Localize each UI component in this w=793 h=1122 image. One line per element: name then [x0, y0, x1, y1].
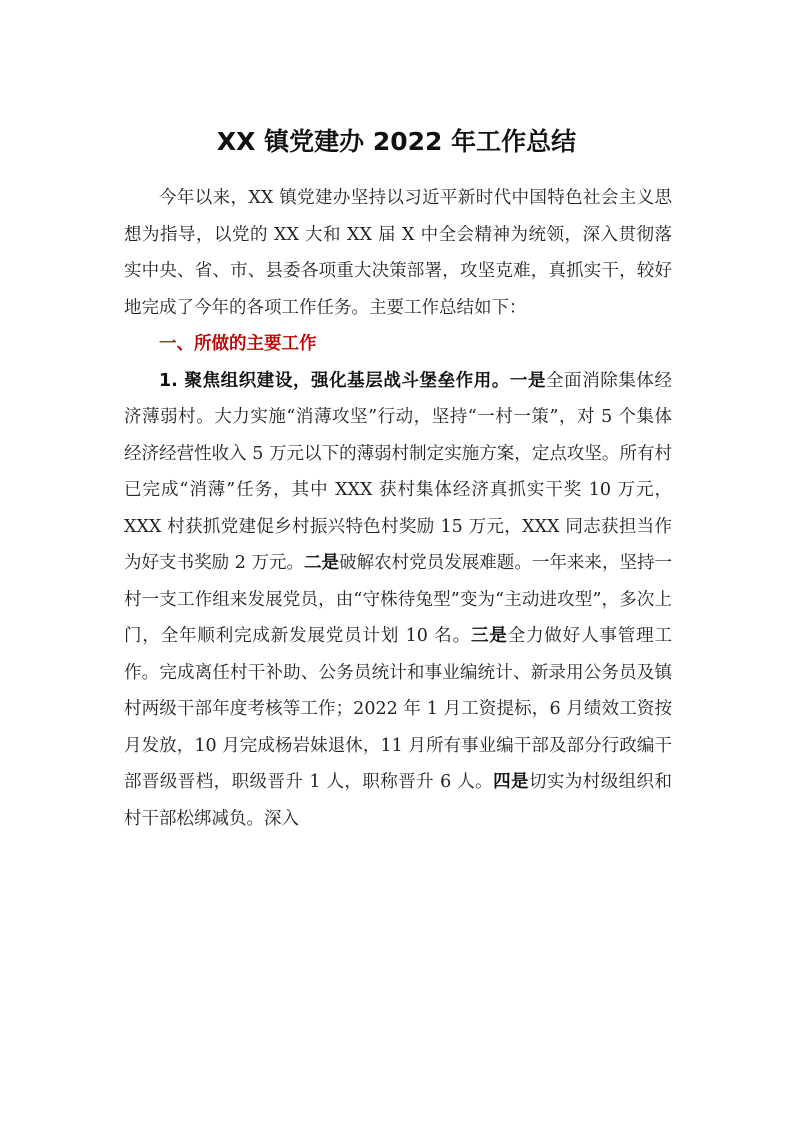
item-1-text-2: 破解农村党员发展难题。一年来来，坚持一村一支工作组来发展党员，由“守株待兔型”变为“主动进攻型”，多次上门，全年顺利完成新发展党员计划 10 名。	[124, 553, 673, 646]
item-1-heading: 1. 聚焦组织建设，强化基层战斗堡垒作用。	[159, 370, 510, 391]
document-title: XX 镇党建办 2022 年工作总结	[216, 127, 577, 156]
intro-paragraph: 今年以来，XX 镇党建办坚持以习近平新时代中国特色社会主义思想为指导，以党的 XX 大和 XX 届 X 中全会精神为统领，深入贯彻落实中央、省、市、县委各项重大决策部署，攻坚克难，真抓实干，较好地完成了今年的各项工作任务。主要工作总结如下：	[124, 188, 672, 318]
marker-1: 一是	[509, 370, 547, 391]
marker-3: 三是	[471, 626, 508, 646]
marker-4: 四是	[493, 772, 529, 792]
item-1-text-1: 全面消除集体经济薄弱村。大力实施“消薄攻坚”行动，坚持“一村一策”，对 5 个集体经济经营性收入 5 万元以下的薄弱村制定实施方案，定点攻坚。所有村已完成“消薄”任务，其中 XXX 获村集体经济真抓实干奖 10 万元，XXX 村获抓党建促乡村振兴特色村奖励 15 万元，XXX 同志获担当作为好支书奖励 2 万元。	[124, 370, 673, 573]
section-heading: 一、所做的主要工作	[159, 334, 317, 354]
item-1-paragraph	[124, 363, 672, 838]
item-1-text-4: 切实为村级组织和村干部松绑减负。深入	[124, 772, 672, 829]
marker-2: 二是	[304, 553, 340, 573]
item-1-text-3: 全力做好人事管理工作。完成离任村干补助、公务员统计和事业编统计、新录用公务员及镇村两级干部年度考核等工作；2022 年 1 月工资提标，6 月绩效工资按月发放，10 月完成杨岩妹退休，11 月所有事业编干部及部分行政编干部晋级晋档，职级晋升 1 人，职称晋升 6 人。	[124, 626, 673, 792]
document-body	[124, 180, 672, 837]
